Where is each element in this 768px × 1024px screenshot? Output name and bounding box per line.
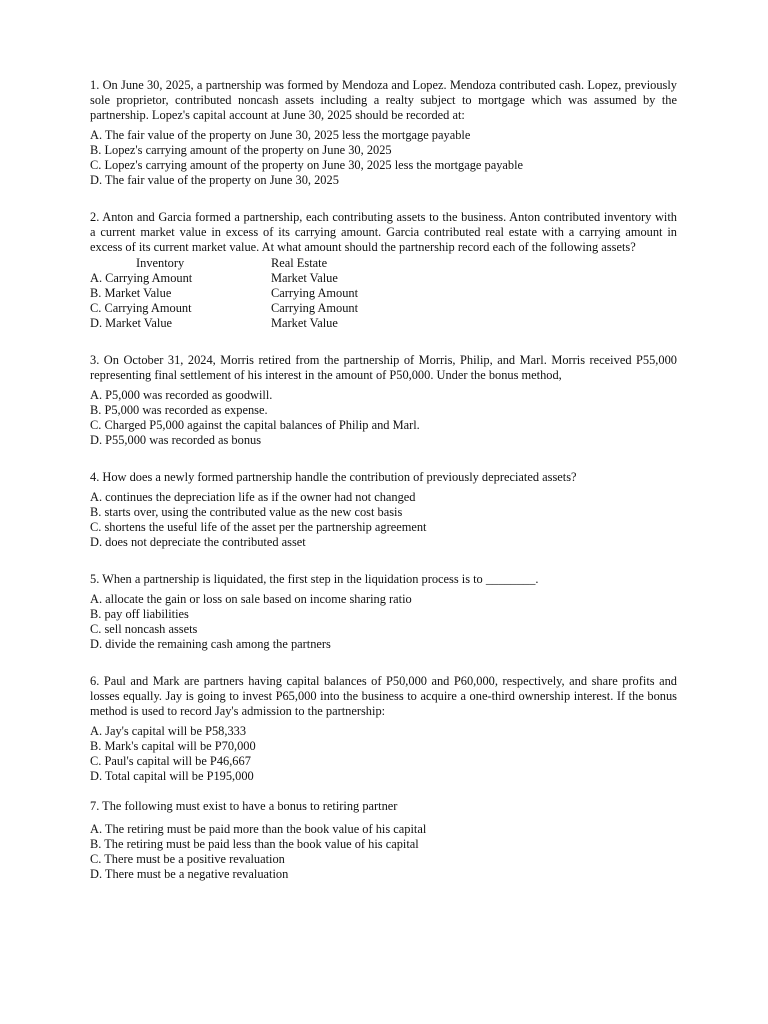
- question-stem: 2. Anton and Garcia formed a partnership, each contributing assets to the business. Anton contributed inventory with a current market value in excess of its carrying amount. Garcia contributed real estate with a carrying amount in excess of its current market value. At what amount should the partnership record each of the following assets?: [90, 210, 677, 254]
- table-row: [90, 286, 677, 301]
- question-2: [90, 210, 677, 331]
- option-a: A. The fair value of the property on June 30, 2025 less the mortgage payable: [90, 128, 471, 142]
- option-b: B. Mark's capital will be P70,000: [90, 739, 256, 753]
- question-stem: 6. Paul and Mark are partners having capital balances of P50,000 and P60,000, respectively, and share profits and losses equally. Jay is going to invest P65,000 into the business to acquire a one-third ownership interest. If the bonus method is used to record Jay's admission to the partnership:: [90, 674, 677, 718]
- question-stem: 7. The following must exist to have a bonus to retiring partner: [90, 799, 398, 813]
- option-a: A. P5,000 was recorded as goodwill.: [90, 388, 273, 402]
- header-real-estate: Real Estate: [271, 256, 328, 270]
- option-d: D. does not depreciate the contributed asset: [90, 535, 306, 549]
- question-1: [90, 78, 677, 188]
- table-row: [90, 316, 677, 331]
- option-d: D. divide the remaining cash among the partners: [90, 637, 331, 651]
- cell-real-estate: Market Value: [271, 316, 338, 330]
- option-c: C. shortens the useful life of the asset per the partnership agreement: [90, 520, 427, 534]
- option-b: B. The retiring must be paid less than the book value of his capital: [90, 837, 419, 851]
- option-c: C. There must be a positive revaluation: [90, 852, 285, 866]
- option-c: C. Paul's capital will be P46,667: [90, 754, 251, 768]
- table-header-row: [90, 256, 677, 271]
- option-a: A. The retiring must be paid more than the book value of his capital: [90, 822, 427, 836]
- table-row: [90, 301, 677, 316]
- option-b: B. starts over, using the contributed value as the new cost basis: [90, 505, 403, 519]
- option-b: B. P5,000 was recorded as expense.: [90, 403, 268, 417]
- cell-inventory: C. Carrying Amount: [90, 301, 192, 315]
- question-5: [90, 572, 677, 652]
- option-c: C. Lopez's carrying amount of the property on June 30, 2025 less the mortgage payable: [90, 158, 524, 172]
- cell-real-estate: Carrying Amount: [271, 286, 359, 300]
- question-stem: 4. How does a newly formed partnership handle the contribution of previously depreciated assets?: [90, 470, 577, 484]
- option-d: D. P55,000 was recorded as bonus: [90, 433, 262, 447]
- cell-inventory: D. Market Value: [90, 316, 173, 330]
- option-c: C. sell noncash assets: [90, 622, 198, 636]
- question-4: [90, 470, 677, 550]
- option-b: B. Lopez's carrying amount of the property on June 30, 2025: [90, 143, 392, 157]
- question-6: [90, 674, 677, 784]
- table-row: [90, 271, 677, 286]
- option-a: A. allocate the gain or loss on sale based on income sharing ratio: [90, 592, 412, 606]
- option-b: B. pay off liabilities: [90, 607, 189, 621]
- option-d: D. There must be a negative revaluation: [90, 867, 289, 881]
- question-stem: 1. On June 30, 2025, a partnership was formed by Mendoza and Lopez. Mendoza contributed cash. Lopez, previously sole proprietor, contributed noncash assets including a realty subject to mortgage which was assumed by the partnership. Lopez's capital account at June 30, 2025 should be recorded at:: [90, 78, 677, 122]
- answer-table: [90, 256, 677, 331]
- cell-inventory: B. Market Value: [90, 286, 172, 300]
- option-d: D. Total capital will be P195,000: [90, 769, 254, 783]
- question-7: [90, 799, 677, 882]
- question-3: [90, 353, 677, 448]
- header-inventory: Inventory: [136, 256, 185, 270]
- question-stem: 3. On October 31, 2024, Morris retired from the partnership of Morris, Philip, and Marl. Morris received P55,000 representing final settlement of his interest in the amount of P50,000. Under the bonus method,: [90, 353, 677, 382]
- option-a: A. Jay's capital will be P58,333: [90, 724, 247, 738]
- option-a: A. continues the depreciation life as if the owner had not changed: [90, 490, 416, 504]
- question-stem: 5. When a partnership is liquidated, the first step in the liquidation process is to ________.: [90, 572, 539, 586]
- option-d: D. The fair value of the property on June 30, 2025: [90, 173, 339, 187]
- cell-real-estate: Carrying Amount: [271, 301, 359, 315]
- cell-real-estate: Market Value: [271, 271, 338, 285]
- cell-inventory: A. Carrying Amount: [90, 271, 193, 285]
- option-c: C. Charged P5,000 against the capital balances of Philip and Marl.: [90, 418, 420, 432]
